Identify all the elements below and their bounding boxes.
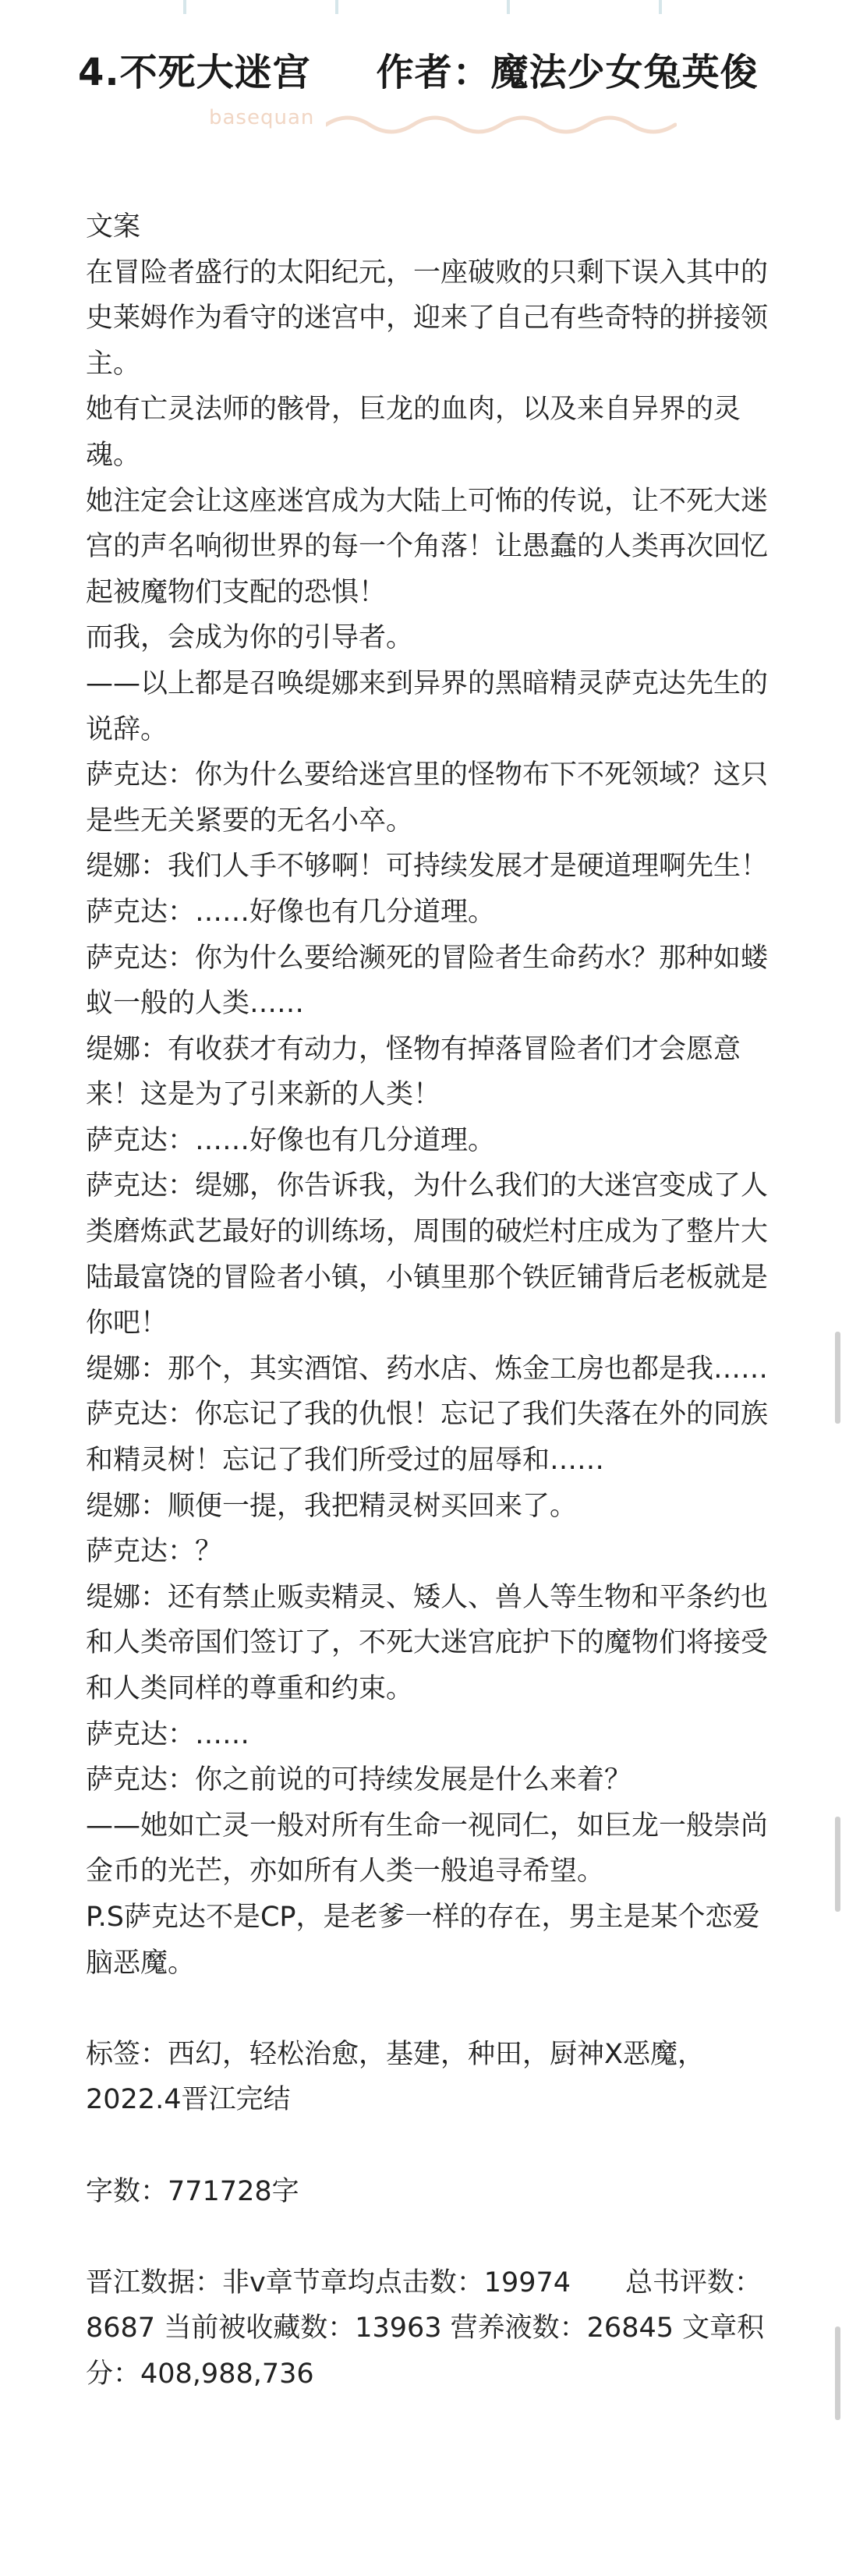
scroll-indicator xyxy=(835,2327,840,2420)
blank-line xyxy=(86,1986,772,2032)
synopsis-paragraph: 而我，会成为你的引导者。 xyxy=(86,622,414,654)
synopsis-paragraph: ——她如亡灵一般对所有生命一视同仁，如巨龙一般崇尚金币的光芒，亦如所有人类一般追寻希望。 xyxy=(86,1810,769,1888)
scroll-indicator xyxy=(835,1332,840,1424)
synopsis-paragraph: ——以上都是召唤缇娜来到异界的黑暗精灵萨克达先生的说辞。 xyxy=(86,667,769,745)
synopsis-paragraph: 缇娜：那个，其实酒馆、药水店、炼金工房也都是我…… xyxy=(86,1353,769,1385)
synopsis-paragraph: 萨克达：……好像也有几分道理。 xyxy=(86,896,496,928)
synopsis-paragraph: 萨克达：缇娜，你告诉我，为什么我们的大迷宫变成了人类磨炼武艺最好的训练场，周围的破烂村庄成为了整片大陆最富饶的冒险者小镇，小镇里那个铁匠铺背后老板就是你吧！ xyxy=(86,1170,769,1339)
tags-line: 标签：西幻，轻松治愈，基建，种田，厨神X恶魔，2022.4晋江完结 xyxy=(86,2038,705,2116)
synopsis-paragraph: 萨克达：…… xyxy=(86,1718,250,1750)
synopsis-paragraph: 萨克达：你之前说的可持续发展是什么来着？ xyxy=(86,1764,632,1796)
top-edge-mark xyxy=(507,0,510,14)
page-title xyxy=(78,42,795,96)
blank-line xyxy=(86,2214,772,2260)
synopsis-paragraph: 萨克达：你忘记了我的仇恨！忘记了我们失落在外的同族和精灵树！忘记了我们所受过的屈辱和…… xyxy=(86,1399,769,1477)
synopsis-paragraph: 她注定会让这座迷宫成为大陆上可怖的传说，让不死大迷宫的声名响彻世界的每一个角落！让愚蠢的人类再次回忆起被魔物们支配的恐惧！ xyxy=(86,485,769,608)
watermark-text: basequan xyxy=(209,106,315,129)
stats-line: 晋江数据：非v章节章均点击数：19974 总书评数：8687 当前被收藏数：13963 营养液数：26845 文章积分：408,988,736 xyxy=(86,2266,765,2390)
synopsis-paragraph: 萨克达：……好像也有几分道理。 xyxy=(86,1124,496,1156)
synopsis-body xyxy=(86,204,772,2397)
synopsis-paragraph: 缇娜：顺便一提，我把精灵树买回来了。 xyxy=(86,1490,578,1522)
book-title: 4.不死大迷宫 xyxy=(78,51,311,94)
synopsis-paragraph: 萨克达：你为什么要给迷宫里的怪物布下不死领域？这只是些无关紧要的无名小卒。 xyxy=(86,759,769,837)
synopsis-paragraph: 萨克达：你为什么要给濒死的冒险者生命药水？那种如蝼蚁一般的人类…… xyxy=(86,942,769,1020)
scroll-indicator xyxy=(835,1817,840,1912)
top-edge-marks xyxy=(0,0,842,16)
synopsis-paragraph: 缇娜：还有禁止贩卖精灵、矮人、兽人等生物和平条约也和人类帝国们签订了，不死大迷宫庇护下的魔物们将接受和人类同样的尊重和约束。 xyxy=(86,1581,769,1704)
synopsis-paragraph: 萨克达：？ xyxy=(86,1536,223,1568)
synopsis-paragraph: P.S萨克达不是CP，是老爹一样的存在，男主是某个恋爱脑恶魔。 xyxy=(86,1901,760,1979)
top-edge-mark xyxy=(183,0,186,14)
synopsis-paragraph: 缇娜：有收获才有动力，怪物有掉落冒险者们才会愿意来！这是为了引来新的人类！ xyxy=(86,1033,741,1111)
synopsis-heading: 文案 xyxy=(86,211,141,242)
blank-line xyxy=(86,2123,772,2169)
top-edge-mark xyxy=(335,0,338,14)
top-edge-mark xyxy=(659,0,662,14)
synopsis-paragraph: 缇娜：我们人手不够啊！可持续发展才是硬道理啊先生！ xyxy=(86,851,769,883)
word-count-line: 字数：771728字 xyxy=(86,2175,299,2207)
synopsis-paragraph: 她有亡灵法师的骸骨，巨龙的血肉，以及来自异界的灵魂。 xyxy=(86,394,741,471)
wave-decoration-icon xyxy=(326,101,677,136)
synopsis-paragraph: 在冒险者盛行的太阳纪元，一座破败的只剩下误入其中的史莱姆作为看守的迷宫中，迎来了自己有些奇特的拼接领主。 xyxy=(86,257,769,380)
book-author: 作者：魔法少女兔英俊 xyxy=(376,51,759,94)
